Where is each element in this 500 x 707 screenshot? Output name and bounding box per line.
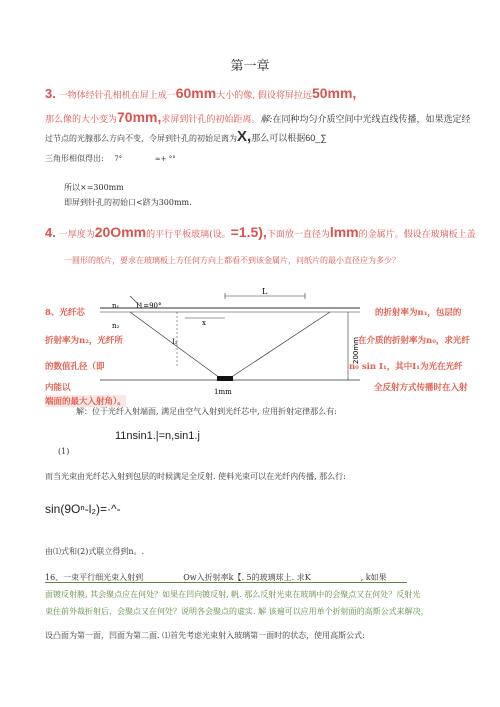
label-angle: I1=90° xyxy=(136,302,162,310)
q4-text-4: 的金属片。假设在玻璃板上盖 xyxy=(358,230,476,240)
solution-text-2: 而当光束由光纤芯入射到包层的时候满足全反射. 使料光束可以在光纤内传播, 那么行: xyxy=(45,472,346,481)
q16-line2: 面镀反射膜, 其会聚点应在何处？如果在凹向镀反射, 帆. 那么反射光束在玻璃中的会聚点又在何处？反射光 xyxy=(45,590,421,599)
q8-line3-right: n₀ sin I₁，其中I₁为光在光纤 xyxy=(349,362,463,372)
q4-text-1: 一厚度为 xyxy=(58,230,95,240)
solution-text-4: 设凸面为第一面，凹面为第二面. ⑴首先考虑光束射入玻璃第一面时的状态，使用高斯公式: xyxy=(45,631,365,640)
metal-piece xyxy=(217,376,233,381)
q3-text-3: 那么像的大小变为 xyxy=(45,115,118,125)
q3-text-10: ≈+ °° xyxy=(154,155,176,163)
label-1mm: 1mm xyxy=(214,388,232,396)
q3-value-70mm: 70mm, xyxy=(117,109,162,125)
q16-line1 xyxy=(45,572,455,583)
q4-text-3: 下面放一直径为 xyxy=(266,230,330,240)
q8-line1-right: 的折射率为n₁，包层的 xyxy=(375,308,462,318)
q3-text-5: 在同种均匀介质空间中光线直线传播，如果选定经 xyxy=(272,115,471,125)
q8-line4-left: 内能以 xyxy=(45,383,71,393)
label-thickness: 200mm xyxy=(352,337,360,364)
label-n2: n₂ xyxy=(112,322,120,330)
q3-line2 xyxy=(45,109,470,125)
q3-text-6: 过节点的光腺那么方向不变，令屏到针孔的初始足离为 xyxy=(45,134,237,143)
q8-line4-right: 全反射方式传播时在入射 xyxy=(374,383,468,393)
label-I2: I₂ xyxy=(172,338,178,346)
q8-line5: 端面的最大入射角）。 xyxy=(45,397,126,407)
q3-line3 xyxy=(45,128,327,145)
q8-line3-left: 的数值孔径（即 xyxy=(45,362,105,372)
formula-2: sin(9Oⁿ-l₂)=·^- xyxy=(45,502,121,516)
q3-value-50mm: 50mm, xyxy=(311,85,357,101)
q3-x-symbol: X, xyxy=(237,128,252,145)
q3-number: 3. xyxy=(45,86,56,101)
ray-right xyxy=(230,312,330,378)
q16-text-2: Ow入折射率k【. 5的玻璃球上. 求K xyxy=(183,573,361,583)
q3-line1 xyxy=(45,85,356,101)
chapter-title: 第一章 xyxy=(230,59,270,74)
q3-text-4: 求屏到针孔的初始距离。 xyxy=(161,115,261,125)
q8-line2-right: 在介质的折射率为n₀，求光纤 xyxy=(358,336,470,346)
q3-line4 xyxy=(45,153,176,164)
q3-result-1: 所以×=300mm xyxy=(64,183,124,192)
q4-line1 xyxy=(45,224,476,240)
q16-text-1: 16、一束平行细光束入射到 xyxy=(45,573,183,583)
q3-text-7: 那么可以根据60_∑ xyxy=(251,133,327,143)
q3-text-8: 三角形相似得出: xyxy=(45,154,104,163)
q3-text-1: 一物体经针孔相机在屏上成一 xyxy=(58,91,176,101)
label-L: L xyxy=(262,288,268,296)
label-x: x xyxy=(202,319,206,327)
glass-plate-diagram xyxy=(100,288,400,398)
q3-result-2: 即屏到针孔的初始口<跻为300mm. xyxy=(64,198,192,207)
q3-text-9: 7° xyxy=(114,155,123,163)
q4-text-2: 的平行平板玻璃(设。 xyxy=(146,230,231,240)
q8-line1-left: 8、光纤芯 xyxy=(45,308,85,318)
q3-text-2: 大小的像, 假设将屏拉远 xyxy=(216,91,312,101)
q16-text-3: , k如果 xyxy=(361,573,407,583)
q3-value-60mm: 60mm xyxy=(175,85,217,101)
q4-value-thickness: 20Omm xyxy=(94,224,147,240)
q16-line3: 束住前外裁折射后，会聚点又在何处？说明各会聚点的虚实. 解 该遍可以应用单个折射面的高斯公式来解决， xyxy=(45,607,429,616)
q8-line2-left: 折射率为n₂，光纤所 xyxy=(45,336,123,346)
q4-value-1mm: lmm xyxy=(329,224,359,240)
formula-1: 11nsin1.|=n,sin1.j xyxy=(115,430,200,442)
solution-intro: 解：位于光纤入射端面, 满足由空气入射到光纤芯中, 应用折射定律那么有: xyxy=(76,407,337,416)
solution-text-3: 由⑴式和(2)式联立得到n。. xyxy=(45,547,145,556)
label-n1: n₁ xyxy=(112,302,120,310)
q4-value-index: =1.5), xyxy=(230,224,267,240)
q3-solution-label: 解: xyxy=(260,115,273,125)
q4-line2: 一圆形的纸片，要求在玻璃板上方任何方向上都看不到该金属片，问纸片的最小直径应为多少？ xyxy=(64,256,400,265)
formula-1-number: (1) xyxy=(58,447,70,456)
q4-number: 4. xyxy=(45,225,56,240)
